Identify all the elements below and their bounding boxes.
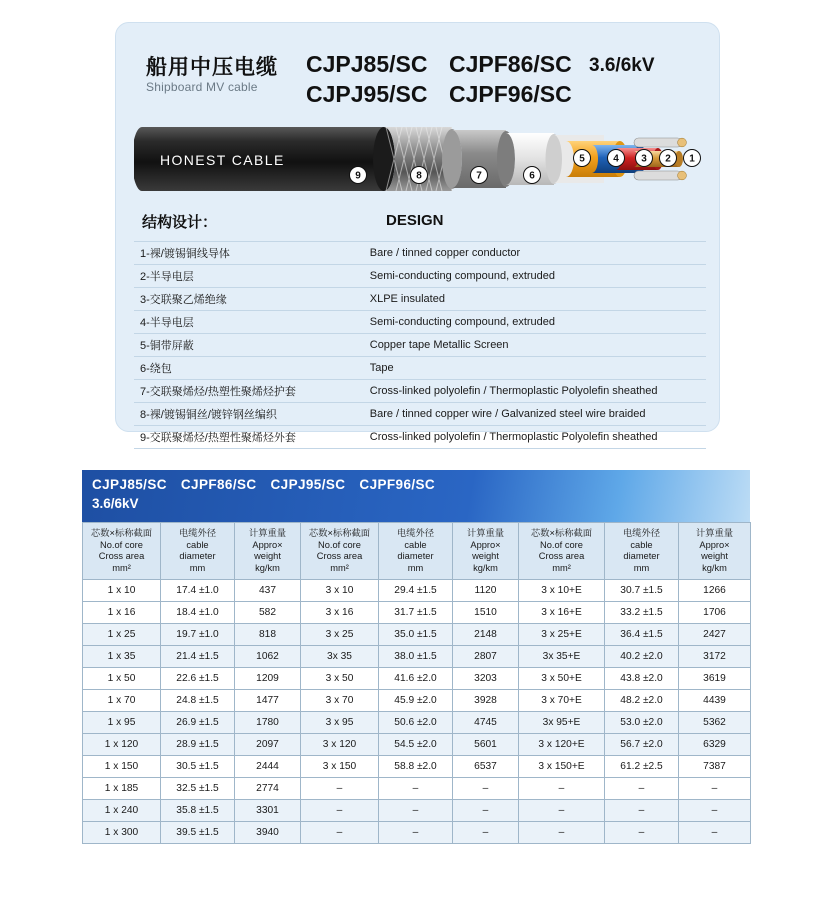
design-row-cn: 2-半导电层 (134, 265, 364, 288)
design-row-en: Copper tape Metallic Screen (364, 334, 706, 357)
spec-cell: 3x 35+E (519, 646, 605, 668)
svg-text:1: 1 (689, 153, 695, 165)
spec-header-line-3: weight (701, 551, 728, 561)
design-header-en: DESIGN (386, 212, 444, 229)
spec-cell: 32.5 ±1.5 (161, 778, 235, 800)
spec-cell: 3 x 70 (301, 690, 379, 712)
spec-cell: – (301, 778, 379, 800)
spec-column-header (161, 523, 235, 580)
spec-header-line-4: mm² (112, 562, 131, 573)
design-row (134, 380, 706, 403)
spec-cell: 38.0 ±1.5 (379, 646, 453, 668)
spec-cell: 3 x 120+E (519, 734, 605, 756)
design-row-en: Bare / tinned copper wire / Galvanized steel wire braided (364, 403, 706, 426)
spec-cell: 53.0 ±2.0 (605, 712, 679, 734)
spec-cell: – (453, 800, 519, 822)
spec-column-header (83, 523, 161, 580)
spec-cell: 18.4 ±1.0 (161, 602, 235, 624)
spec-cell: 45.9 ±2.0 (379, 690, 453, 712)
spec-cell: – (519, 822, 605, 844)
spec-cell: 1209 (235, 668, 301, 690)
table-row (83, 668, 751, 690)
spec-cell: 56.7 ±2.0 (605, 734, 679, 756)
table-row (83, 800, 751, 822)
design-row (134, 403, 706, 426)
spec-cell: 3 x 25+E (519, 624, 605, 646)
spec-cell: 5601 (453, 734, 519, 756)
spec-cell: 61.2 ±2.5 (605, 756, 679, 778)
spec-cell: 1706 (679, 602, 751, 624)
spec-column-header (519, 523, 605, 580)
spec-cell: 35.0 ±1.5 (379, 624, 453, 646)
spec-header-line-4: mm (633, 562, 650, 573)
spec-cell: 1477 (235, 690, 301, 712)
banner-code-0: CJPJ85/SC (92, 477, 167, 492)
spec-cell: 1780 (235, 712, 301, 734)
spec-cell: – (379, 800, 453, 822)
table-row (83, 756, 751, 778)
spec-header-line-1: 芯数×标称截面 (530, 528, 593, 538)
product-title-en: Shipboard MV cable (146, 80, 258, 94)
banner-code-1: CJPF86/SC (180, 477, 257, 492)
spec-header-line-4: mm (407, 562, 424, 573)
spec-header-line-1: 计算重量 (695, 528, 734, 538)
spec-header-line-3: diameter (179, 551, 216, 561)
spec-cell: 3 x 120 (301, 734, 379, 756)
spec-cell: 1120 (453, 580, 519, 602)
spec-cell: 3 x 10 (301, 580, 379, 602)
design-table (134, 241, 706, 449)
design-row-en: XLPE insulated (364, 288, 706, 311)
spec-cell: 17.4 ±1.0 (161, 580, 235, 602)
spec-cell: – (605, 800, 679, 822)
spec-header-line-2: cable (630, 539, 653, 550)
spec-cell: 3 x 25 (301, 624, 379, 646)
spec-cell: 1 x 185 (83, 778, 161, 800)
spec-cell: 22.6 ±1.5 (161, 668, 235, 690)
spec-cell: 437 (235, 580, 301, 602)
design-row-cn: 6-绕包 (134, 357, 364, 380)
spec-header-line-3: diameter (623, 551, 660, 561)
spec-cell: – (605, 778, 679, 800)
spec-column-header (301, 523, 379, 580)
design-row-en: Semi-conducting compound, extruded (364, 311, 706, 334)
spec-header-line-4: kg/km (702, 562, 727, 573)
table-row (83, 624, 751, 646)
spec-header-line-3: weight (254, 551, 281, 561)
spec-cell: 3 x 50+E (519, 668, 605, 690)
spec-header-line-2: cable (404, 539, 427, 550)
spec-cell: 1 x 70 (83, 690, 161, 712)
spec-header-line-4: kg/km (473, 562, 498, 573)
spec-cell: 1 x 95 (83, 712, 161, 734)
spec-cell: 1 x 50 (83, 668, 161, 690)
spec-cell: – (453, 822, 519, 844)
spec-cell: 2774 (235, 778, 301, 800)
spec-column-header (235, 523, 301, 580)
design-row (134, 242, 706, 265)
design-row-en: Semi-conducting compound, extruded (364, 265, 706, 288)
design-row-cn: 8-裸/镀锡铜丝/镀锌钢丝编织 (134, 403, 364, 426)
spec-cell: 43.8 ±2.0 (605, 668, 679, 690)
spec-cell: 33.2 ±1.5 (605, 602, 679, 624)
spec-header-line-2: Appro× (470, 539, 501, 550)
specification-banner (82, 470, 750, 522)
product-code-cjpf96: CJPF96/SC (449, 81, 572, 107)
cable-illustration (134, 115, 706, 203)
spec-cell: 3 x 70+E (519, 690, 605, 712)
design-row-cn: 3-交联聚乙烯绝缘 (134, 288, 364, 311)
design-header-cn: 结构设计： (142, 214, 218, 231)
svg-text:6: 6 (529, 170, 535, 182)
spec-cell: – (519, 778, 605, 800)
spec-cell: 50.6 ±2.0 (379, 712, 453, 734)
table-row (83, 602, 751, 624)
spec-cell: 54.5 ±2.0 (379, 734, 453, 756)
spec-cell: 28.9 ±1.5 (161, 734, 235, 756)
spec-header-line-1: 电缆外径 (396, 528, 435, 538)
design-row-cn: 7-交联聚烯烃/热塑性聚烯烃护套 (134, 380, 364, 403)
spec-cell: 1 x 16 (83, 602, 161, 624)
spec-header-line-4: mm² (330, 562, 349, 573)
spec-cell: 2807 (453, 646, 519, 668)
spec-cell: 30.7 ±1.5 (605, 580, 679, 602)
spec-cell: 41.6 ±2.0 (379, 668, 453, 690)
spec-cell: 3940 (235, 822, 301, 844)
banner-code-2: CJPJ95/SC (270, 477, 346, 492)
spec-cell: 1 x 35 (83, 646, 161, 668)
spec-cell: 3172 (679, 646, 751, 668)
spec-cell: 3 x 150+E (519, 756, 605, 778)
spec-cell: 21.4 ±1.5 (161, 646, 235, 668)
spec-cell: 1 x 10 (83, 580, 161, 602)
specification-table (82, 522, 751, 844)
spec-cell: 1266 (679, 580, 751, 602)
design-row-en: Tape (364, 357, 706, 380)
spec-header-line-2: Appro× (699, 539, 730, 550)
spec-cell: 3619 (679, 668, 751, 690)
svg-text:5: 5 (579, 153, 585, 165)
spec-header-line-1: 电缆外径 (178, 528, 217, 538)
svg-text:9: 9 (355, 170, 361, 182)
design-row (134, 288, 706, 311)
design-row-en: Bare / tinned copper conductor (364, 242, 706, 265)
spec-header-line-2: No.of core (318, 539, 361, 550)
spec-header-line-2: Appro× (252, 539, 283, 550)
spec-header-line-1: 芯数×标称截面 (308, 528, 371, 538)
spec-cell: 818 (235, 624, 301, 646)
spec-cell: 1 x 300 (83, 822, 161, 844)
design-row (134, 265, 706, 288)
svg-text:7: 7 (476, 170, 482, 182)
spec-cell: 3 x 150 (301, 756, 379, 778)
svg-text:4: 4 (613, 153, 619, 165)
design-row-cn: 4-半导电层 (134, 311, 364, 334)
spec-cell: 2097 (235, 734, 301, 756)
svg-text:HONEST CABLE: HONEST CABLE (160, 152, 285, 168)
svg-text:3: 3 (641, 153, 647, 165)
design-row (134, 426, 706, 449)
spec-header-line-3: Cross area (98, 551, 145, 561)
design-row-en: Cross-linked polyolefin / Thermoplastic Polyolefin sheathed (364, 426, 706, 449)
spec-cell: 3x 35 (301, 646, 379, 668)
product-title-row (134, 47, 704, 109)
spec-cell: 3x 95+E (519, 712, 605, 734)
spec-cell: – (301, 800, 379, 822)
design-row-cn: 1-裸/镀锡铜线导体 (134, 242, 364, 265)
spec-cell: – (679, 778, 751, 800)
design-row-cn: 5-铜带屏蔽 (134, 334, 364, 357)
banner-codes (92, 477, 750, 492)
spec-column-header (453, 523, 519, 580)
spec-cell: 4439 (679, 690, 751, 712)
design-row-en: Cross-linked polyolefin / Thermoplastic Polyolefin sheathed (364, 380, 706, 403)
spec-header-line-1: 电缆外径 (622, 528, 661, 538)
spec-cell: 3203 (453, 668, 519, 690)
spec-cell: 5362 (679, 712, 751, 734)
spec-column-header (605, 523, 679, 580)
spec-cell: 1 x 240 (83, 800, 161, 822)
design-section-header (134, 211, 706, 237)
spec-cell: 1 x 150 (83, 756, 161, 778)
spec-cell: 1062 (235, 646, 301, 668)
spec-cell: 582 (235, 602, 301, 624)
table-row (83, 734, 751, 756)
product-code-column-1 (306, 49, 427, 109)
spec-cell: 3928 (453, 690, 519, 712)
spec-header-line-1: 芯数×标称截面 (90, 528, 153, 538)
table-row (83, 580, 751, 602)
spec-cell: 3 x 95 (301, 712, 379, 734)
design-row-cn: 9-交联聚烯烃/热塑性聚烯烃外套 (134, 426, 364, 449)
spec-header-line-2: cable (186, 539, 209, 550)
spec-cell: 1510 (453, 602, 519, 624)
product-code-column-2 (449, 49, 572, 109)
product-code-cjpj95: CJPJ95/SC (306, 81, 428, 107)
spec-cell: 3 x 50 (301, 668, 379, 690)
table-row (83, 646, 751, 668)
spec-cell: 36.4 ±1.5 (605, 624, 679, 646)
spec-column-header (379, 523, 453, 580)
spec-header-line-2: No.of core (100, 539, 143, 550)
table-row (83, 822, 751, 844)
spec-column-header (679, 523, 751, 580)
spec-cell: 3 x 10+E (519, 580, 605, 602)
spec-header-line-2: No.of core (540, 539, 583, 550)
spec-cell: – (379, 778, 453, 800)
table-row (83, 712, 751, 734)
spec-cell: 1 x 120 (83, 734, 161, 756)
spec-cell: 19.7 ±1.0 (161, 624, 235, 646)
svg-text:2: 2 (665, 153, 671, 165)
spec-header-line-3: diameter (397, 551, 434, 561)
spec-cell: – (679, 800, 751, 822)
spec-cell: 29.4 ±1.5 (379, 580, 453, 602)
table-row (83, 690, 751, 712)
spec-cell: 30.5 ±1.5 (161, 756, 235, 778)
design-row (134, 334, 706, 357)
spec-cell: 6537 (453, 756, 519, 778)
spec-header-line-4: mm (189, 562, 206, 573)
table-row (83, 778, 751, 800)
spec-cell: 3 x 16+E (519, 602, 605, 624)
specification-block (82, 470, 750, 844)
product-code-cjpj85: CJPJ85/SC (306, 51, 428, 77)
spec-cell: 3 x 16 (301, 602, 379, 624)
spec-cell: 4745 (453, 712, 519, 734)
spec-cell: 58.8 ±2.0 (379, 756, 453, 778)
spec-cell: 1 x 25 (83, 624, 161, 646)
spec-cell: – (379, 822, 453, 844)
spec-cell: – (605, 822, 679, 844)
spec-cell: 40.2 ±2.0 (605, 646, 679, 668)
spec-header-line-3: Cross area (316, 551, 363, 561)
spec-cell: 39.5 ±1.5 (161, 822, 235, 844)
product-card (115, 22, 720, 444)
spec-cell: 2148 (453, 624, 519, 646)
spec-cell: – (519, 800, 605, 822)
spec-cell: 2427 (679, 624, 751, 646)
design-row (134, 357, 706, 380)
spec-cell: – (301, 822, 379, 844)
spec-header-line-3: weight (472, 551, 499, 561)
spec-header-line-1: 计算重量 (248, 528, 287, 538)
spec-cell: – (453, 778, 519, 800)
spec-cell: 7387 (679, 756, 751, 778)
banner-voltage: 3.6/6kV (92, 496, 139, 511)
spec-header-line-3: Cross area (538, 551, 585, 561)
spec-cell: 48.2 ±2.0 (605, 690, 679, 712)
product-code-cjpf86: CJPF86/SC (449, 51, 572, 77)
product-title-cn: 船用中压电缆 (146, 56, 278, 79)
spec-cell: 6329 (679, 734, 751, 756)
spec-cell: 35.8 ±1.5 (161, 800, 235, 822)
svg-text:8: 8 (416, 170, 422, 182)
design-row (134, 311, 706, 334)
spec-header-line-1: 计算重量 (466, 528, 505, 538)
product-voltage: 3.6/6kV (589, 55, 655, 76)
spec-cell: 2444 (235, 756, 301, 778)
spec-cell: 26.9 ±1.5 (161, 712, 235, 734)
spec-cell: 31.7 ±1.5 (379, 602, 453, 624)
spec-cell: 24.8 ±1.5 (161, 690, 235, 712)
banner-code-3: CJPF96/SC (359, 477, 436, 492)
spec-header-line-4: mm² (552, 562, 571, 573)
spec-cell: 3301 (235, 800, 301, 822)
spec-header-line-4: kg/km (255, 562, 280, 573)
spec-cell: – (679, 822, 751, 844)
